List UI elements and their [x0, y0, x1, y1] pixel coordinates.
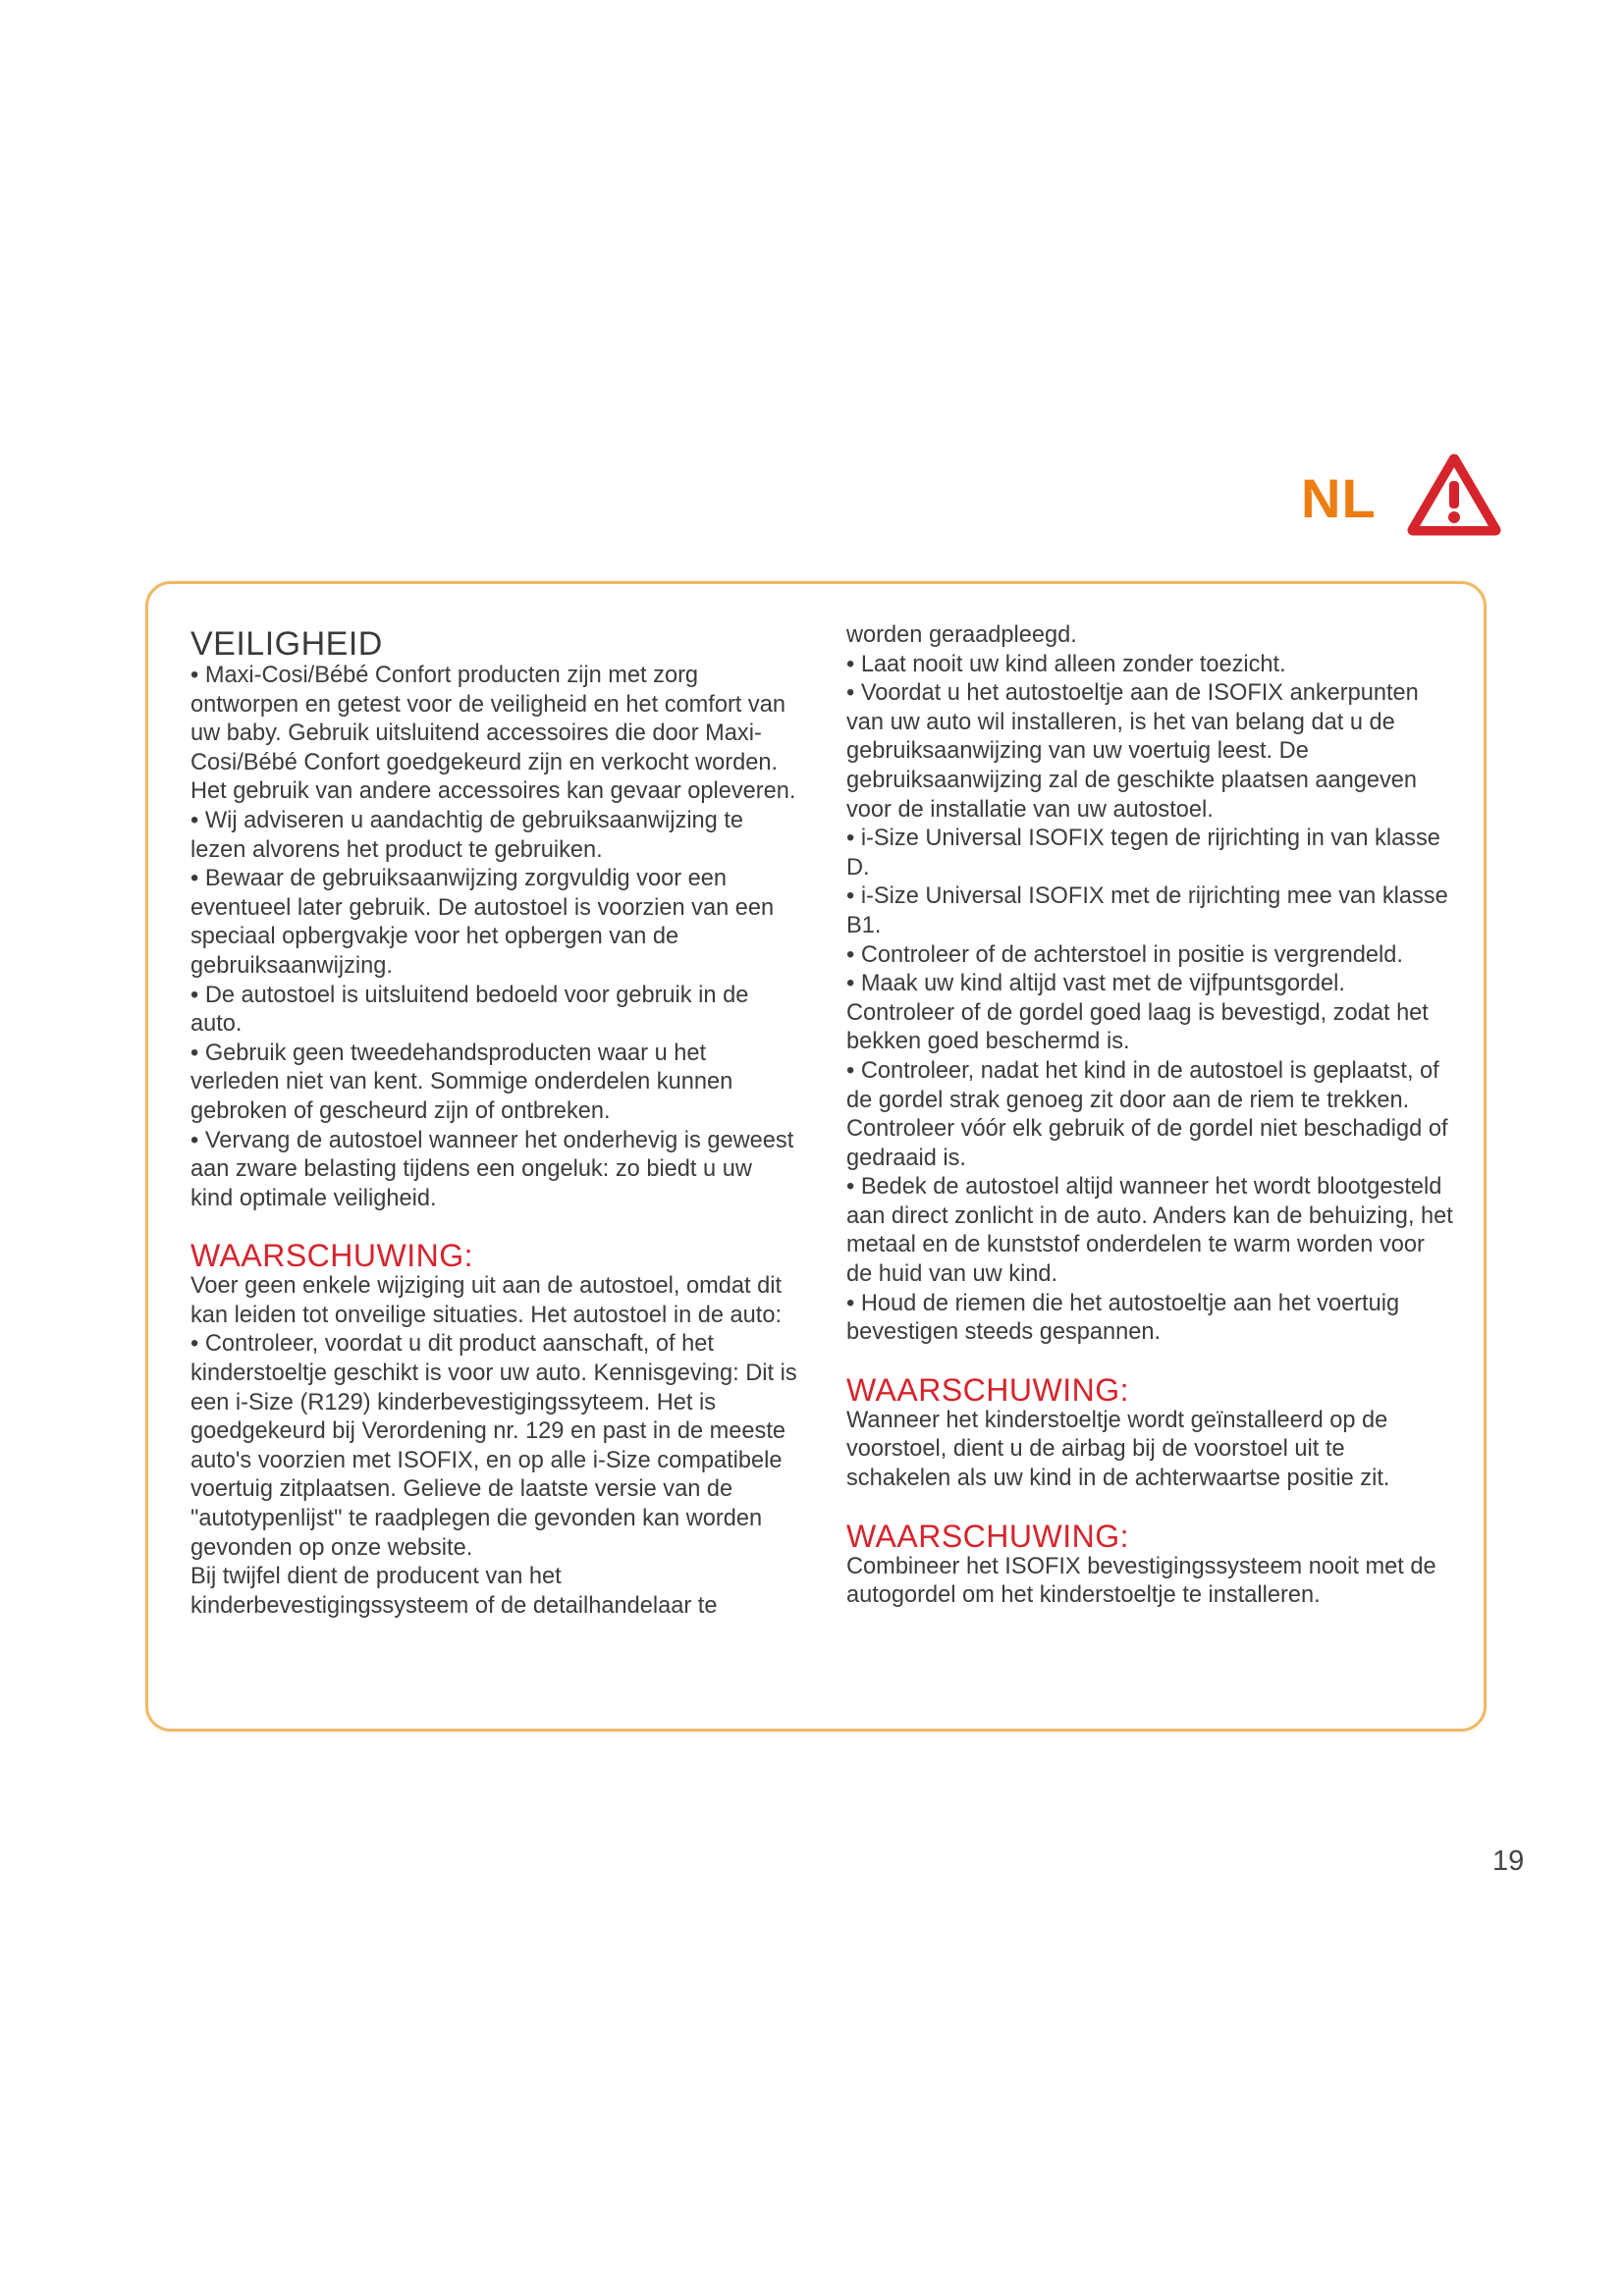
warning-intro: Voer geen enkele wijziging uit aan de autostoel, omdat dit kan leiden tot onveilige situaties. Het autostoel in de auto: [190, 1273, 783, 1328]
warning-item: • Controleer, voordat u dit product aanschaft, of het kinderstoeltje geschikt is voor uw auto. Kennisgeving: Dit is een i-Size (R129) kinderbevestigingssyteem. Het is goedgekeurd bij Verordening nr. 129 en past in de meeste auto's voorzien met ISOFIX, en op alle i-Size compatibele voertuig zitplaatsen. Gelieve de laatste versie van de "autotypenlijst" te raadplegen die gevonden kan worden gevonden op onze website. [190, 1331, 797, 1561]
safety-item: • Bedek de autostoel altijd wanneer het wordt blootgesteld aan direct zonlicht in de auto. Anders kan de behuizing, het metaal en de kunststof onderdelen te warm worden voor de huid van uw kind. [846, 1174, 1453, 1288]
right-column [846, 621, 1455, 1611]
safety-item: • De autostoel is uitsluitend bedoeld voor gebruik in de auto. [190, 982, 749, 1038]
page-number: 19 [1492, 1845, 1525, 1877]
warning-title: WAARSCHUWING: [190, 1238, 473, 1274]
safety-item: • Controleer of de achterstoel in positie is vergrendeld. [846, 941, 1403, 968]
safety-item: • Voordat u het autostoeltje aan de ISOFIX ankerpunten van uw auto wil installeren, is het van belang dat u de gebruiksaanwijzing van uw voertuig leest. De gebruiksaanwijzing zal de geschikte plaatsen aangeven voor de installatie van uw autostoel. [846, 680, 1419, 823]
warning-text: Combineer het ISOFIX bevestigingssysteem nooit met de autogordel om het kinderstoeltje te installeren. [846, 1553, 1436, 1609]
language-header [1276, 444, 1502, 542]
warning-text: Wanneer het kinderstoeltje wordt geïnstalleerd op de voorstoel, dient u de airbag bij de voorstoel uit te schakelen als uw kind in de achterwaartse positie zit. [846, 1407, 1390, 1492]
safety-item: • Bewaar de gebruiksaanwijzing zorgvuldig voor een eventueel later gebruik. De autostoel is voorzien van een speciaal opbergvakje voor het opbergen van de gebruiksaanwijzing. [190, 866, 775, 979]
safety-item: • Vervang de autostoel wanneer het onderhevig is geweest aan zware belasting tijdens een ongeluk: zo biedt u uw kind optimale veiligheid. [190, 1127, 794, 1211]
warning-title: WAARSCHUWING: [846, 1518, 1129, 1554]
warning-triangle-icon [1407, 454, 1501, 536]
left-column [190, 626, 799, 1621]
language-code: NL [1301, 467, 1377, 529]
safety-item: • Laat nooit uw kind alleen zonder toezicht. [846, 651, 1286, 677]
safety-item: • Maxi-Cosi/Bébé Confort producten zijn met zorg ontworpen en getest voor de veiligheid en het comfort van uw baby. Gebruik uitsluitend accessoires die door Maxi-Cosi/Bébé Confort goedgekeurd zijn en verkocht worden. Het gebruik van andere accessoires kan gevaar opleveren. [190, 663, 796, 805]
safety-item: • i-Size Universal ISOFIX met de rijrichting mee van klasse B1. [846, 883, 1448, 938]
safety-item: • Houd de riemen die het autostoeltje aan het voertuig bevestigen steeds gespannen. [846, 1290, 1400, 1346]
safety-item: • Wij adviseren u aandachtig de gebruiksaanwijzing te lezen alvorens het product te gebruiken. [190, 807, 744, 863]
continued-text: worden geraadpleegd. [846, 622, 1077, 648]
safety-item: • Controleer, nadat het kind in de autostoel is geplaatst, of de gordel strak genoeg zit door aan de riem te trekken. Controleer vóór elk gebruik of de gordel niet beschadigd of gedraaid is. [846, 1057, 1448, 1171]
safety-item: • Maak uw kind altijd vast met de vijfpuntsgordel. [846, 971, 1345, 997]
safety-item: • i-Size Universal ISOFIX tegen de rijrichting in van klasse D. [846, 826, 1440, 881]
safety-item: • Gebruik geen tweedehandsproducten waar u het verleden niet van kent. Sommige onderdelen kunnen gebroken of gescheurd zijn of ontbreken. [190, 1040, 733, 1124]
warning-title: WAARSCHUWING: [846, 1371, 1129, 1408]
belt-check-text: Controleer of de gordel goed laag is bevestigd, zodat het bekken goed beschermd is. [846, 999, 1429, 1055]
safety-title: VEILIGHEID [190, 625, 383, 663]
warning-doubt: Bij twijfel dient de producent van het kinderbevestigingssysteem of de detailhandelaar te [190, 1564, 718, 1619]
